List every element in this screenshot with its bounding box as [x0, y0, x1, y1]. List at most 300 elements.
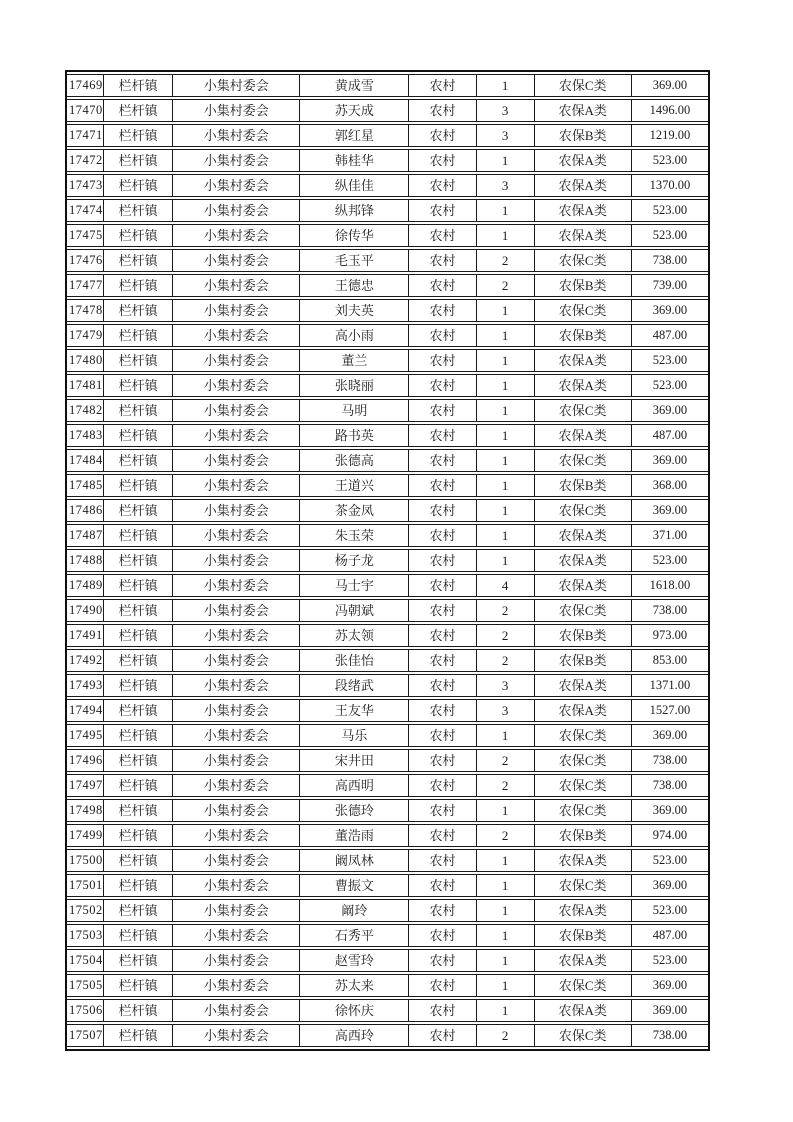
cell-amount: 1371.00 — [631, 674, 708, 697]
cell-row-id: 17473 — [67, 174, 103, 197]
cell-town: 栏杆镇 — [103, 324, 172, 347]
cell-amount: 371.00 — [631, 524, 708, 547]
cell-amount: 369.00 — [631, 874, 708, 897]
cell-residence-type: 农村 — [408, 899, 475, 922]
cell-insurance-category: 农保C类 — [534, 599, 631, 622]
cell-town: 栏杆镇 — [103, 499, 172, 522]
cell-person-count: 1 — [476, 974, 534, 997]
cell-person-count: 1 — [476, 799, 534, 822]
cell-person-name: 苏太来 — [299, 974, 408, 997]
cell-town: 栏杆镇 — [103, 799, 172, 822]
cell-amount: 738.00 — [631, 774, 708, 797]
cell-village-committee: 小集村委会 — [172, 749, 299, 772]
cell-person-count: 1 — [476, 324, 534, 347]
cell-village-committee: 小集村委会 — [172, 974, 299, 997]
table-row — [67, 674, 708, 697]
cell-residence-type: 农村 — [408, 874, 475, 897]
cell-amount: 853.00 — [631, 649, 708, 672]
cell-amount: 523.00 — [631, 149, 708, 172]
cell-person-name: 路书英 — [299, 424, 408, 447]
cell-person-count: 1 — [476, 424, 534, 447]
benefit-roster-table — [65, 70, 710, 1051]
cell-insurance-category: 农保C类 — [534, 499, 631, 522]
table-row — [67, 424, 708, 447]
cell-row-id: 17506 — [67, 999, 103, 1022]
cell-person-name: 苏天成 — [299, 99, 408, 122]
cell-village-committee: 小集村委会 — [172, 999, 299, 1022]
cell-village-committee: 小集村委会 — [172, 624, 299, 647]
cell-person-name: 徐传华 — [299, 224, 408, 247]
cell-village-committee: 小集村委会 — [172, 1024, 299, 1047]
cell-person-count: 2 — [476, 824, 534, 847]
cell-person-count: 2 — [476, 1024, 534, 1047]
cell-residence-type: 农村 — [408, 574, 475, 597]
cell-town: 栏杆镇 — [103, 524, 172, 547]
cell-village-committee: 小集村委会 — [172, 649, 299, 672]
cell-town: 栏杆镇 — [103, 699, 172, 722]
cell-residence-type: 农村 — [408, 849, 475, 872]
cell-person-count: 1 — [476, 74, 534, 97]
cell-insurance-category: 农保A类 — [534, 224, 631, 247]
cell-row-id: 17487 — [67, 524, 103, 547]
cell-residence-type: 农村 — [408, 974, 475, 997]
cell-person-count: 2 — [476, 749, 534, 772]
cell-residence-type: 农村 — [408, 649, 475, 672]
cell-insurance-category: 农保A类 — [534, 524, 631, 547]
cell-person-name: 王德忠 — [299, 274, 408, 297]
cell-town: 栏杆镇 — [103, 974, 172, 997]
cell-amount: 487.00 — [631, 424, 708, 447]
cell-village-committee: 小集村委会 — [172, 349, 299, 372]
cell-village-committee: 小集村委会 — [172, 74, 299, 97]
cell-person-name: 张德高 — [299, 449, 408, 472]
cell-town: 栏杆镇 — [103, 949, 172, 972]
cell-person-count: 1 — [476, 349, 534, 372]
table-row — [67, 449, 708, 472]
cell-row-id: 17476 — [67, 249, 103, 272]
cell-town: 栏杆镇 — [103, 574, 172, 597]
cell-row-id: 17483 — [67, 424, 103, 447]
cell-residence-type: 农村 — [408, 549, 475, 572]
cell-row-id: 17501 — [67, 874, 103, 897]
cell-residence-type: 农村 — [408, 524, 475, 547]
cell-village-committee: 小集村委会 — [172, 524, 299, 547]
cell-village-committee: 小集村委会 — [172, 574, 299, 597]
cell-residence-type: 农村 — [408, 999, 475, 1022]
table-row — [67, 474, 708, 497]
cell-amount: 1219.00 — [631, 124, 708, 147]
cell-insurance-category: 农保A类 — [534, 674, 631, 697]
cell-insurance-category: 农保C类 — [534, 874, 631, 897]
cell-town: 栏杆镇 — [103, 724, 172, 747]
cell-insurance-category: 农保C类 — [534, 449, 631, 472]
cell-person-count: 3 — [476, 699, 534, 722]
cell-amount: 523.00 — [631, 899, 708, 922]
cell-amount: 523.00 — [631, 349, 708, 372]
cell-residence-type: 农村 — [408, 924, 475, 947]
cell-insurance-category: 农保A类 — [534, 174, 631, 197]
cell-residence-type: 农村 — [408, 324, 475, 347]
cell-person-count: 1 — [476, 999, 534, 1022]
table-row — [67, 524, 708, 547]
cell-person-count: 1 — [476, 899, 534, 922]
cell-insurance-category: 农保A类 — [534, 349, 631, 372]
cell-town: 栏杆镇 — [103, 449, 172, 472]
table-row — [67, 349, 708, 372]
cell-residence-type: 农村 — [408, 599, 475, 622]
cell-residence-type: 农村 — [408, 374, 475, 397]
cell-row-id: 17489 — [67, 574, 103, 597]
cell-row-id: 17481 — [67, 374, 103, 397]
cell-insurance-category: 农保B类 — [534, 924, 631, 947]
cell-person-name: 宋井田 — [299, 749, 408, 772]
cell-village-committee: 小集村委会 — [172, 849, 299, 872]
cell-residence-type: 农村 — [408, 674, 475, 697]
cell-insurance-category: 农保A类 — [534, 999, 631, 1022]
cell-village-committee: 小集村委会 — [172, 874, 299, 897]
cell-row-id: 17492 — [67, 649, 103, 672]
table-row — [67, 199, 708, 222]
cell-row-id: 17500 — [67, 849, 103, 872]
cell-person-name: 刘夫英 — [299, 299, 408, 322]
cell-person-count: 1 — [476, 374, 534, 397]
table-row — [67, 149, 708, 172]
table-row — [67, 999, 708, 1022]
cell-person-count: 3 — [476, 99, 534, 122]
cell-person-name: 纵佳佳 — [299, 174, 408, 197]
cell-row-id: 17475 — [67, 224, 103, 247]
table-row — [67, 849, 708, 872]
cell-village-committee: 小集村委会 — [172, 949, 299, 972]
cell-amount: 523.00 — [631, 224, 708, 247]
cell-village-committee: 小集村委会 — [172, 824, 299, 847]
cell-person-count: 1 — [476, 874, 534, 897]
cell-town: 栏杆镇 — [103, 849, 172, 872]
cell-residence-type: 农村 — [408, 249, 475, 272]
cell-person-count: 1 — [476, 199, 534, 222]
cell-row-id: 17472 — [67, 149, 103, 172]
cell-residence-type: 农村 — [408, 74, 475, 97]
table-row — [67, 699, 708, 722]
table-row — [67, 174, 708, 197]
table-row — [67, 274, 708, 297]
roster-table — [67, 72, 708, 1049]
cell-amount: 523.00 — [631, 199, 708, 222]
cell-insurance-category: 农保C类 — [534, 74, 631, 97]
cell-row-id: 17503 — [67, 924, 103, 947]
cell-village-committee: 小集村委会 — [172, 449, 299, 472]
cell-insurance-category: 农保A类 — [534, 899, 631, 922]
cell-village-committee: 小集村委会 — [172, 199, 299, 222]
cell-person-count: 2 — [476, 649, 534, 672]
table-row — [67, 624, 708, 647]
cell-insurance-category: 农保A类 — [534, 574, 631, 597]
table-row — [67, 574, 708, 597]
cell-residence-type: 农村 — [408, 199, 475, 222]
table-row — [67, 249, 708, 272]
cell-village-committee: 小集村委会 — [172, 924, 299, 947]
cell-person-count: 3 — [476, 124, 534, 147]
cell-amount: 369.00 — [631, 799, 708, 822]
cell-person-count: 1 — [476, 924, 534, 947]
cell-row-id: 17507 — [67, 1024, 103, 1047]
cell-village-committee: 小集村委会 — [172, 324, 299, 347]
cell-amount: 369.00 — [631, 74, 708, 97]
table-row — [67, 324, 708, 347]
cell-insurance-category: 农保B类 — [534, 649, 631, 672]
cell-person-name: 徐怀庆 — [299, 999, 408, 1022]
cell-amount: 523.00 — [631, 374, 708, 397]
cell-row-id: 17480 — [67, 349, 103, 372]
cell-town: 栏杆镇 — [103, 924, 172, 947]
table-row — [67, 724, 708, 747]
cell-row-id: 17494 — [67, 699, 103, 722]
cell-amount: 1370.00 — [631, 174, 708, 197]
cell-amount: 1527.00 — [631, 699, 708, 722]
cell-amount: 523.00 — [631, 949, 708, 972]
cell-village-committee: 小集村委会 — [172, 549, 299, 572]
cell-row-id: 17478 — [67, 299, 103, 322]
cell-insurance-category: 农保A类 — [534, 424, 631, 447]
cell-town: 栏杆镇 — [103, 424, 172, 447]
cell-insurance-category: 农保C类 — [534, 249, 631, 272]
cell-row-id: 17490 — [67, 599, 103, 622]
cell-person-count: 1 — [476, 949, 534, 972]
cell-village-committee: 小集村委会 — [172, 599, 299, 622]
cell-person-count: 3 — [476, 674, 534, 697]
cell-village-committee: 小集村委会 — [172, 224, 299, 247]
cell-village-committee: 小集村委会 — [172, 724, 299, 747]
cell-amount: 369.00 — [631, 499, 708, 522]
cell-town: 栏杆镇 — [103, 874, 172, 897]
cell-town: 栏杆镇 — [103, 899, 172, 922]
cell-person-count: 2 — [476, 249, 534, 272]
cell-row-id: 17497 — [67, 774, 103, 797]
cell-person-name: 张德玲 — [299, 799, 408, 822]
cell-village-committee: 小集村委会 — [172, 374, 299, 397]
cell-insurance-category: 农保B类 — [534, 124, 631, 147]
table-row — [67, 1024, 708, 1047]
cell-person-name: 黄成雪 — [299, 74, 408, 97]
cell-amount: 369.00 — [631, 299, 708, 322]
cell-village-committee: 小集村委会 — [172, 274, 299, 297]
cell-amount: 739.00 — [631, 274, 708, 297]
cell-person-count: 1 — [476, 499, 534, 522]
cell-person-count: 1 — [476, 549, 534, 572]
cell-insurance-category: 农保B类 — [534, 824, 631, 847]
cell-person-count: 1 — [476, 449, 534, 472]
cell-village-committee: 小集村委会 — [172, 899, 299, 922]
cell-person-name: 冯朝斌 — [299, 599, 408, 622]
cell-insurance-category: 农保B类 — [534, 324, 631, 347]
cell-town: 栏杆镇 — [103, 624, 172, 647]
cell-person-count: 1 — [476, 849, 534, 872]
cell-insurance-category: 农保C类 — [534, 774, 631, 797]
cell-village-committee: 小集村委会 — [172, 499, 299, 522]
cell-village-committee: 小集村委会 — [172, 174, 299, 197]
cell-residence-type: 农村 — [408, 149, 475, 172]
cell-person-name: 阚玲 — [299, 899, 408, 922]
cell-row-id: 17484 — [67, 449, 103, 472]
table-row — [67, 924, 708, 947]
cell-town: 栏杆镇 — [103, 399, 172, 422]
table-row — [67, 99, 708, 122]
cell-insurance-category: 农保A类 — [534, 699, 631, 722]
table-row — [67, 299, 708, 322]
cell-person-name: 王道兴 — [299, 474, 408, 497]
cell-town: 栏杆镇 — [103, 299, 172, 322]
cell-person-name: 杨子龙 — [299, 549, 408, 572]
cell-person-name: 纵邦锋 — [299, 199, 408, 222]
cell-residence-type: 农村 — [408, 949, 475, 972]
cell-residence-type: 农村 — [408, 449, 475, 472]
cell-town: 栏杆镇 — [103, 474, 172, 497]
cell-person-name: 董兰 — [299, 349, 408, 372]
cell-town: 栏杆镇 — [103, 774, 172, 797]
table-row — [67, 499, 708, 522]
cell-person-name: 郭红星 — [299, 124, 408, 147]
roster-table-body — [67, 74, 708, 1047]
cell-town: 栏杆镇 — [103, 599, 172, 622]
table-row — [67, 824, 708, 847]
cell-village-committee: 小集村委会 — [172, 149, 299, 172]
cell-row-id: 17491 — [67, 624, 103, 647]
cell-person-name: 张佳怡 — [299, 649, 408, 672]
cell-residence-type: 农村 — [408, 274, 475, 297]
cell-person-name: 韩桂华 — [299, 149, 408, 172]
cell-village-committee: 小集村委会 — [172, 799, 299, 822]
cell-village-committee: 小集村委会 — [172, 674, 299, 697]
cell-amount: 1496.00 — [631, 99, 708, 122]
cell-row-id: 17498 — [67, 799, 103, 822]
table-row — [67, 224, 708, 247]
cell-row-id: 17504 — [67, 949, 103, 972]
cell-person-name: 马乐 — [299, 724, 408, 747]
cell-row-id: 17502 — [67, 899, 103, 922]
cell-person-count: 2 — [476, 274, 534, 297]
cell-amount: 974.00 — [631, 824, 708, 847]
cell-person-name: 高西明 — [299, 774, 408, 797]
cell-insurance-category: 农保A类 — [534, 849, 631, 872]
cell-row-id: 17495 — [67, 724, 103, 747]
cell-village-committee: 小集村委会 — [172, 124, 299, 147]
cell-town: 栏杆镇 — [103, 674, 172, 697]
cell-insurance-category: 农保C类 — [534, 399, 631, 422]
cell-town: 栏杆镇 — [103, 199, 172, 222]
cell-person-name: 高小雨 — [299, 324, 408, 347]
cell-insurance-category: 农保B类 — [534, 274, 631, 297]
cell-residence-type: 农村 — [408, 774, 475, 797]
cell-person-name: 段绪武 — [299, 674, 408, 697]
cell-amount: 369.00 — [631, 974, 708, 997]
cell-person-count: 2 — [476, 624, 534, 647]
table-row — [67, 799, 708, 822]
cell-residence-type: 农村 — [408, 174, 475, 197]
cell-person-name: 阚凤林 — [299, 849, 408, 872]
cell-village-committee: 小集村委会 — [172, 424, 299, 447]
cell-amount: 368.00 — [631, 474, 708, 497]
cell-row-id: 17479 — [67, 324, 103, 347]
cell-residence-type: 农村 — [408, 749, 475, 772]
cell-row-id: 17496 — [67, 749, 103, 772]
cell-town: 栏杆镇 — [103, 649, 172, 672]
cell-person-name: 张晓丽 — [299, 374, 408, 397]
cell-person-name: 马明 — [299, 399, 408, 422]
cell-row-id: 17488 — [67, 549, 103, 572]
cell-person-name: 曹振文 — [299, 874, 408, 897]
cell-residence-type: 农村 — [408, 424, 475, 447]
cell-person-count: 1 — [476, 149, 534, 172]
cell-residence-type: 农村 — [408, 1024, 475, 1047]
cell-row-id: 17493 — [67, 674, 103, 697]
cell-village-committee: 小集村委会 — [172, 249, 299, 272]
cell-village-committee: 小集村委会 — [172, 99, 299, 122]
cell-residence-type: 农村 — [408, 99, 475, 122]
cell-row-id: 17470 — [67, 99, 103, 122]
cell-insurance-category: 农保C类 — [534, 749, 631, 772]
cell-insurance-category: 农保A类 — [534, 199, 631, 222]
cell-person-name: 董浩雨 — [299, 824, 408, 847]
cell-amount: 738.00 — [631, 749, 708, 772]
cell-residence-type: 农村 — [408, 699, 475, 722]
table-row — [67, 374, 708, 397]
cell-amount: 369.00 — [631, 724, 708, 747]
table-row — [67, 974, 708, 997]
cell-residence-type: 农村 — [408, 474, 475, 497]
cell-town: 栏杆镇 — [103, 274, 172, 297]
cell-row-id: 17482 — [67, 399, 103, 422]
cell-town: 栏杆镇 — [103, 74, 172, 97]
cell-person-count: 1 — [476, 524, 534, 547]
cell-amount: 487.00 — [631, 924, 708, 947]
cell-insurance-category: 农保B类 — [534, 474, 631, 497]
cell-person-name: 朱玉荣 — [299, 524, 408, 547]
cell-town: 栏杆镇 — [103, 124, 172, 147]
cell-insurance-category: 农保C类 — [534, 974, 631, 997]
cell-town: 栏杆镇 — [103, 224, 172, 247]
cell-town: 栏杆镇 — [103, 149, 172, 172]
cell-insurance-category: 农保A类 — [534, 149, 631, 172]
cell-row-id: 17471 — [67, 124, 103, 147]
table-row — [67, 599, 708, 622]
cell-person-count: 1 — [476, 474, 534, 497]
cell-amount: 369.00 — [631, 999, 708, 1022]
cell-residence-type: 农村 — [408, 224, 475, 247]
cell-person-count: 2 — [476, 774, 534, 797]
cell-person-count: 1 — [476, 399, 534, 422]
table-row — [67, 949, 708, 972]
cell-insurance-category: 农保A类 — [534, 99, 631, 122]
cell-row-id: 17485 — [67, 474, 103, 497]
cell-village-committee: 小集村委会 — [172, 299, 299, 322]
cell-amount: 487.00 — [631, 324, 708, 347]
cell-town: 栏杆镇 — [103, 349, 172, 372]
cell-town: 栏杆镇 — [103, 174, 172, 197]
cell-person-name: 赵雪玲 — [299, 949, 408, 972]
cell-town: 栏杆镇 — [103, 1024, 172, 1047]
cell-amount: 369.00 — [631, 449, 708, 472]
cell-town: 栏杆镇 — [103, 249, 172, 272]
cell-amount: 738.00 — [631, 599, 708, 622]
cell-insurance-category: 农保A类 — [534, 374, 631, 397]
cell-person-name: 高西玲 — [299, 1024, 408, 1047]
cell-town: 栏杆镇 — [103, 824, 172, 847]
cell-town: 栏杆镇 — [103, 99, 172, 122]
cell-village-committee: 小集村委会 — [172, 699, 299, 722]
cell-insurance-category: 农保C类 — [534, 1024, 631, 1047]
cell-insurance-category: 农保A类 — [534, 549, 631, 572]
table-row — [67, 399, 708, 422]
